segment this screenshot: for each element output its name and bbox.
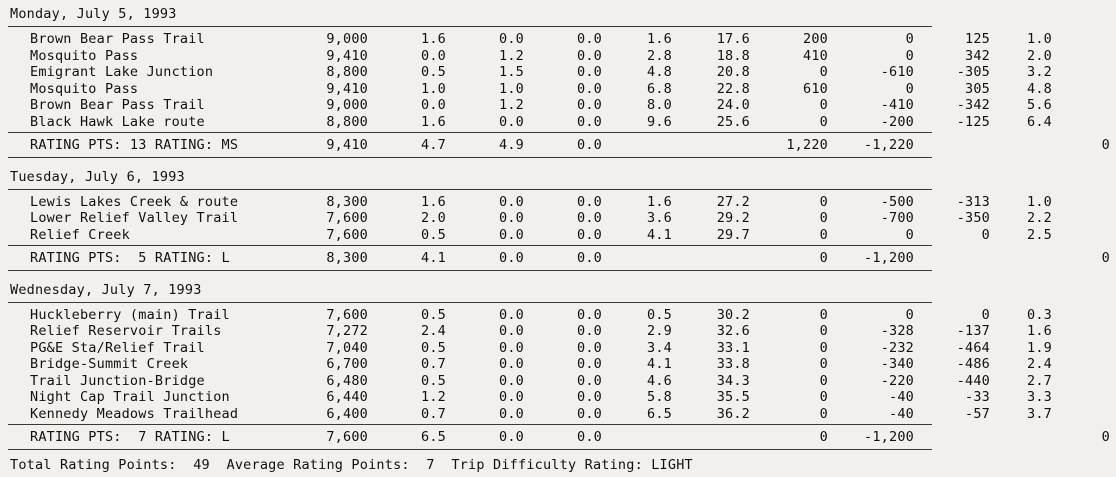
leg-elevation: 8,800	[326, 113, 368, 130]
leg-cumulative: 4.1	[647, 356, 672, 372]
leg-total: 24.0	[716, 97, 750, 113]
leg-net: 342	[965, 47, 990, 64]
leg-extra	[1052, 340, 1116, 357]
leg-cumulative: 6.5	[647, 405, 672, 422]
summary-total	[672, 248, 750, 268]
section-divider	[8, 157, 932, 158]
leg-total: 35.5	[716, 389, 750, 405]
leg-gain: 200	[803, 31, 828, 47]
leg-loss: 0	[905, 31, 914, 47]
leg-hours: 1.0	[1027, 193, 1052, 210]
leg-hours: 3.7	[1027, 405, 1052, 422]
leg-cumulative: 0.5	[647, 306, 672, 323]
rating-row	[8, 427, 1116, 447]
leg-name: Kennedy Meadows Trailhead	[30, 405, 239, 422]
table-row	[8, 356, 1116, 373]
leg-loss: -340	[880, 356, 914, 372]
leg-elevation: 9,000	[326, 97, 368, 113]
table-row	[8, 210, 1116, 227]
leg-gain: 0	[819, 323, 828, 339]
leg-net: -33	[965, 389, 990, 405]
leg-hours: 1.0	[1027, 31, 1052, 47]
leg-cumulative: 4.6	[647, 372, 672, 389]
rating-row	[8, 135, 1116, 155]
leg-gain: 0	[819, 372, 828, 389]
section-divider	[8, 189, 932, 190]
summary-cumulative	[602, 135, 672, 155]
leg-dist-1: 2.4	[421, 323, 446, 339]
leg-cumulative: 1.6	[647, 193, 672, 210]
table-row	[8, 64, 1116, 81]
leg-gain: 0	[819, 97, 828, 113]
leg-hours: 1.6	[1027, 323, 1052, 339]
leg-name: Mosquito Pass	[30, 80, 139, 97]
leg-loss: -500	[880, 193, 914, 210]
leg-total: 29.2	[716, 210, 750, 226]
leg-hours: 2.5	[1027, 226, 1052, 243]
leg-hours: 2.4	[1027, 356, 1052, 372]
leg-total: 17.6	[716, 31, 750, 47]
leg-name: Huckleberry (main) Trail	[30, 306, 230, 323]
trip-totals-footer: Total Rating Points: 49 Average Rating Points: 7 Trip Difficulty Rating: LIGHT	[10, 456, 693, 473]
leg-name: PG&E Sta/Relief Trail	[30, 339, 205, 356]
leg-name: Brown Bear Pass Trail	[30, 97, 205, 113]
leg-elevation: 9,000	[326, 31, 368, 47]
leg-dist-2: 0.0	[499, 113, 524, 130]
leg-gain: 0	[819, 306, 828, 323]
leg-loss: -200	[880, 113, 914, 130]
section-divider	[8, 302, 932, 303]
leg-hours: 2.0	[1027, 47, 1052, 64]
leg-dist-2: 0.0	[499, 193, 524, 210]
summary-net	[914, 135, 990, 155]
leg-loss: 0	[905, 226, 914, 243]
day-summary-monday	[8, 135, 1116, 155]
table-row	[8, 81, 1116, 98]
summary-loss: -1,220	[864, 137, 914, 153]
leg-total: 29.7	[716, 226, 750, 243]
leg-gain: 0	[819, 210, 828, 226]
leg-dist-2: 0.0	[499, 210, 524, 226]
summary-loss: -1,200	[864, 250, 914, 266]
leg-dist-1: 1.6	[421, 193, 446, 210]
summary-loss: -1,200	[864, 429, 914, 445]
leg-loss: -40	[889, 405, 914, 422]
leg-hours: 3.2	[1027, 64, 1052, 80]
leg-extra	[1052, 48, 1116, 65]
summary-gain: 0	[819, 429, 828, 445]
leg-net: -125	[956, 113, 990, 130]
leg-dist-1: 1.6	[421, 31, 446, 47]
leg-dist-1: 1.2	[421, 389, 446, 405]
leg-dist-3: 0.0	[577, 306, 602, 323]
leg-dist-3: 0.0	[577, 64, 602, 80]
leg-extra	[1052, 114, 1116, 131]
leg-total: 30.2	[716, 306, 750, 323]
leg-total: 34.3	[716, 372, 750, 389]
leg-dist-1: 1.6	[421, 113, 446, 130]
leg-dist-2: 0.0	[499, 389, 524, 405]
leg-cumulative: 4.8	[647, 64, 672, 80]
leg-name: Night Cap Trail Junction	[30, 389, 230, 405]
leg-name: Emigrant Lake Junction	[30, 64, 214, 80]
day-block-wednesday	[8, 281, 1110, 450]
leg-hours: 1.9	[1027, 339, 1052, 356]
summary-total	[672, 135, 750, 155]
leg-total: 20.8	[716, 64, 750, 80]
leg-extra	[1052, 210, 1116, 227]
rating-label: RATING PTS: 13 RATING: MS	[30, 137, 239, 153]
leg-elevation: 7,600	[326, 210, 368, 226]
leg-elevation: 8,300	[326, 193, 368, 210]
table-row	[8, 48, 1116, 65]
leg-elevation: 6,480	[326, 372, 368, 389]
leg-loss: -40	[889, 389, 914, 405]
leg-loss: -610	[880, 64, 914, 80]
summary-extra: 0	[1101, 429, 1110, 445]
leg-net: 0	[981, 306, 990, 323]
summary-dist-3: 0.0	[577, 137, 602, 153]
leg-cumulative: 2.8	[647, 47, 672, 64]
leg-dist-3: 0.0	[577, 113, 602, 130]
leg-dist-3: 0.0	[577, 210, 602, 226]
leg-cumulative: 4.1	[647, 226, 672, 243]
leg-dist-3: 0.0	[577, 405, 602, 422]
summary-dist-1: 4.1	[421, 250, 446, 266]
leg-dist-2: 0.0	[499, 31, 524, 47]
summary-total	[672, 427, 750, 447]
leg-dist-3: 0.0	[577, 372, 602, 389]
table-row	[8, 227, 1116, 244]
leg-elevation: 6,400	[326, 405, 368, 422]
leg-total: 33.8	[716, 356, 750, 372]
leg-name: Lower Relief Valley Trail	[30, 210, 239, 226]
leg-dist-3: 0.0	[577, 339, 602, 356]
leg-loss: 0	[905, 80, 914, 97]
leg-net: -313	[956, 193, 990, 210]
table-row	[8, 194, 1116, 211]
section-divider	[8, 245, 932, 246]
leg-elevation: 6,440	[326, 389, 368, 405]
leg-loss: 0	[905, 306, 914, 323]
section-divider	[8, 26, 932, 27]
summary-net	[914, 248, 990, 268]
leg-cumulative: 9.6	[647, 113, 672, 130]
leg-dist-1: 0.5	[421, 306, 446, 323]
leg-dist-1: 0.7	[421, 356, 446, 372]
leg-loss: -220	[880, 372, 914, 389]
block-spacer	[8, 160, 932, 169]
summary-gain: 1,220	[786, 137, 828, 153]
leg-dist-3: 0.0	[577, 193, 602, 210]
summary-elevation: 8,300	[326, 250, 368, 266]
leg-dist-3: 0.0	[577, 323, 602, 339]
rating-label: RATING PTS: 7 RATING: L	[30, 429, 230, 445]
leg-net: -57	[965, 405, 990, 422]
leg-elevation: 9,410	[326, 80, 368, 97]
summary-elevation: 7,600	[326, 429, 368, 445]
leg-extra	[1052, 307, 1116, 324]
block-spacer	[8, 273, 932, 282]
leg-dist-2: 1.2	[499, 97, 524, 113]
leg-total: 36.2	[716, 405, 750, 422]
leg-cumulative: 1.6	[647, 31, 672, 47]
leg-net: -305	[956, 64, 990, 80]
leg-total: 32.6	[716, 323, 750, 339]
leg-dist-3: 0.0	[577, 356, 602, 372]
summary-dist-3: 0.0	[577, 429, 602, 445]
leg-dist-2: 1.5	[499, 64, 524, 80]
leg-net: -137	[956, 323, 990, 339]
section-divider	[8, 132, 932, 133]
summary-dist-1: 4.7	[421, 137, 446, 153]
leg-dist-1: 0.5	[421, 339, 446, 356]
day-table-wednesday	[8, 307, 1116, 423]
leg-gain: 0	[819, 389, 828, 405]
leg-dist-3: 0.0	[577, 31, 602, 47]
leg-gain: 0	[819, 356, 828, 372]
leg-hours: 2.7	[1027, 372, 1052, 389]
leg-name: Lewis Lakes Creek & route	[30, 193, 239, 210]
day-block-monday	[8, 6, 1110, 158]
leg-dist-2: 0.0	[499, 226, 524, 243]
leg-loss: -410	[880, 97, 914, 113]
leg-dist-3: 0.0	[577, 80, 602, 97]
leg-loss: -700	[880, 210, 914, 226]
leg-total: 27.2	[716, 193, 750, 210]
leg-hours: 5.6	[1027, 97, 1052, 113]
leg-elevation: 7,272	[326, 323, 368, 339]
leg-net: -440	[956, 372, 990, 389]
leg-extra	[1052, 323, 1116, 340]
leg-elevation: 7,600	[326, 226, 368, 243]
leg-name: Relief Reservoir Trails	[30, 323, 222, 339]
leg-extra	[1052, 81, 1116, 98]
leg-dist-1: 1.0	[421, 80, 446, 97]
leg-elevation: 8,800	[326, 64, 368, 80]
table-row	[8, 389, 1116, 406]
day-summary-wednesday	[8, 427, 1116, 447]
rating-row	[8, 248, 1116, 268]
rating-label: RATING PTS: 5 RATING: L	[30, 250, 230, 266]
leg-total: 18.8	[716, 47, 750, 64]
day-summary-tuesday	[8, 248, 1116, 268]
section-divider	[8, 424, 932, 425]
leg-dist-1: 2.0	[421, 210, 446, 226]
leg-name: Trail Junction-Bridge	[30, 372, 205, 389]
leg-dist-2: 0.0	[499, 339, 524, 356]
summary-dist-2: 0.0	[499, 429, 524, 445]
leg-name: Mosquito Pass	[30, 47, 139, 64]
leg-gain: 0	[819, 193, 828, 210]
leg-total: 33.1	[716, 339, 750, 356]
leg-dist-2: 0.0	[499, 356, 524, 372]
day-block-tuesday	[8, 168, 1110, 271]
leg-net: 125	[965, 31, 990, 47]
summary-hours	[990, 248, 1052, 268]
summary-hours	[990, 135, 1052, 155]
section-divider	[8, 270, 932, 271]
leg-elevation: 7,600	[326, 306, 368, 323]
leg-net: -342	[956, 97, 990, 113]
day-title: Wednesday, July 7, 1993	[10, 281, 202, 298]
leg-cumulative: 6.8	[647, 80, 672, 97]
leg-extra	[1052, 406, 1116, 423]
day-title: Monday, July 5, 1993	[10, 6, 177, 22]
summary-dist-2: 4.9	[499, 137, 524, 153]
table-row	[8, 323, 1116, 340]
leg-hours: 6.4	[1027, 113, 1052, 130]
day-table-monday	[8, 31, 1116, 130]
leg-extra	[1052, 31, 1116, 48]
leg-cumulative: 2.9	[647, 323, 672, 339]
leg-cumulative: 3.6	[647, 210, 672, 226]
leg-net: 305	[965, 80, 990, 97]
table-row	[8, 406, 1116, 423]
day-title: Tuesday, July 6, 1993	[10, 168, 185, 185]
summary-cumulative	[602, 248, 672, 268]
summary-dist-1: 6.5	[421, 429, 446, 445]
leg-dist-1: 0.0	[421, 47, 446, 64]
leg-name: Brown Bear Pass Trail	[30, 31, 205, 47]
leg-name: Bridge-Summit Creek	[30, 356, 189, 372]
leg-net: -350	[956, 210, 990, 226]
leg-extra	[1052, 227, 1116, 244]
table-row	[8, 340, 1116, 357]
leg-extra	[1052, 194, 1116, 211]
leg-dist-2: 0.0	[499, 323, 524, 339]
leg-loss: -328	[880, 323, 914, 339]
leg-dist-1: 0.5	[421, 226, 446, 243]
table-row	[8, 307, 1116, 324]
table-row	[8, 114, 1116, 131]
leg-loss: -232	[880, 339, 914, 356]
leg-dist-2: 1.0	[499, 80, 524, 97]
leg-elevation: 9,410	[326, 47, 368, 64]
leg-dist-3: 0.0	[577, 47, 602, 64]
leg-net: -486	[956, 356, 990, 372]
day-table-tuesday	[8, 194, 1116, 244]
leg-loss: 0	[905, 47, 914, 64]
leg-name: Black Hawk Lake route	[30, 113, 205, 130]
summary-hours	[990, 427, 1052, 447]
leg-dist-1: 0.7	[421, 405, 446, 422]
leg-net: 0	[981, 226, 990, 243]
leg-elevation: 7,040	[326, 339, 368, 356]
summary-extra: 0	[1101, 137, 1110, 153]
leg-gain: 0	[819, 113, 828, 130]
leg-dist-3: 0.0	[577, 389, 602, 405]
summary-dist-2: 0.0	[499, 250, 524, 266]
leg-extra	[1052, 64, 1116, 81]
leg-gain: 410	[803, 47, 828, 64]
leg-gain: 0	[819, 405, 828, 422]
leg-dist-2: 0.0	[499, 405, 524, 422]
leg-net: -464	[956, 339, 990, 356]
leg-hours: 0.3	[1027, 306, 1052, 323]
summary-elevation: 9,410	[326, 137, 368, 153]
leg-gain: 0	[819, 64, 828, 80]
summary-cumulative	[602, 427, 672, 447]
leg-dist-2: 0.0	[499, 372, 524, 389]
leg-hours: 2.2	[1027, 210, 1052, 226]
leg-extra	[1052, 389, 1116, 406]
leg-cumulative: 8.0	[647, 97, 672, 113]
leg-extra	[1052, 356, 1116, 373]
leg-hours: 4.8	[1027, 80, 1052, 97]
summary-net	[914, 427, 990, 447]
summary-dist-3: 0.0	[577, 250, 602, 266]
leg-dist-2: 1.2	[499, 47, 524, 64]
leg-name: Relief Creek	[30, 226, 130, 243]
leg-gain: 610	[803, 80, 828, 97]
leg-dist-1: 0.5	[421, 372, 446, 389]
leg-extra	[1052, 373, 1116, 390]
leg-elevation: 6,700	[326, 356, 368, 372]
leg-dist-1: 0.0	[421, 97, 446, 113]
leg-extra	[1052, 97, 1116, 114]
table-row	[8, 97, 1116, 114]
section-divider	[8, 449, 932, 450]
leg-hours: 3.3	[1027, 389, 1052, 405]
leg-gain: 0	[819, 226, 828, 243]
summary-gain: 0	[819, 250, 828, 266]
leg-cumulative: 3.4	[647, 339, 672, 356]
leg-dist-1: 0.5	[421, 64, 446, 80]
table-row	[8, 31, 1116, 48]
table-row	[8, 373, 1116, 390]
leg-gain: 0	[819, 339, 828, 356]
summary-extra: 0	[1101, 250, 1110, 266]
leg-dist-2: 0.0	[499, 306, 524, 323]
leg-cumulative: 5.8	[647, 389, 672, 405]
leg-total: 22.8	[716, 80, 750, 97]
leg-total: 25.6	[716, 113, 750, 130]
leg-dist-3: 0.0	[577, 226, 602, 243]
leg-dist-3: 0.0	[577, 97, 602, 113]
